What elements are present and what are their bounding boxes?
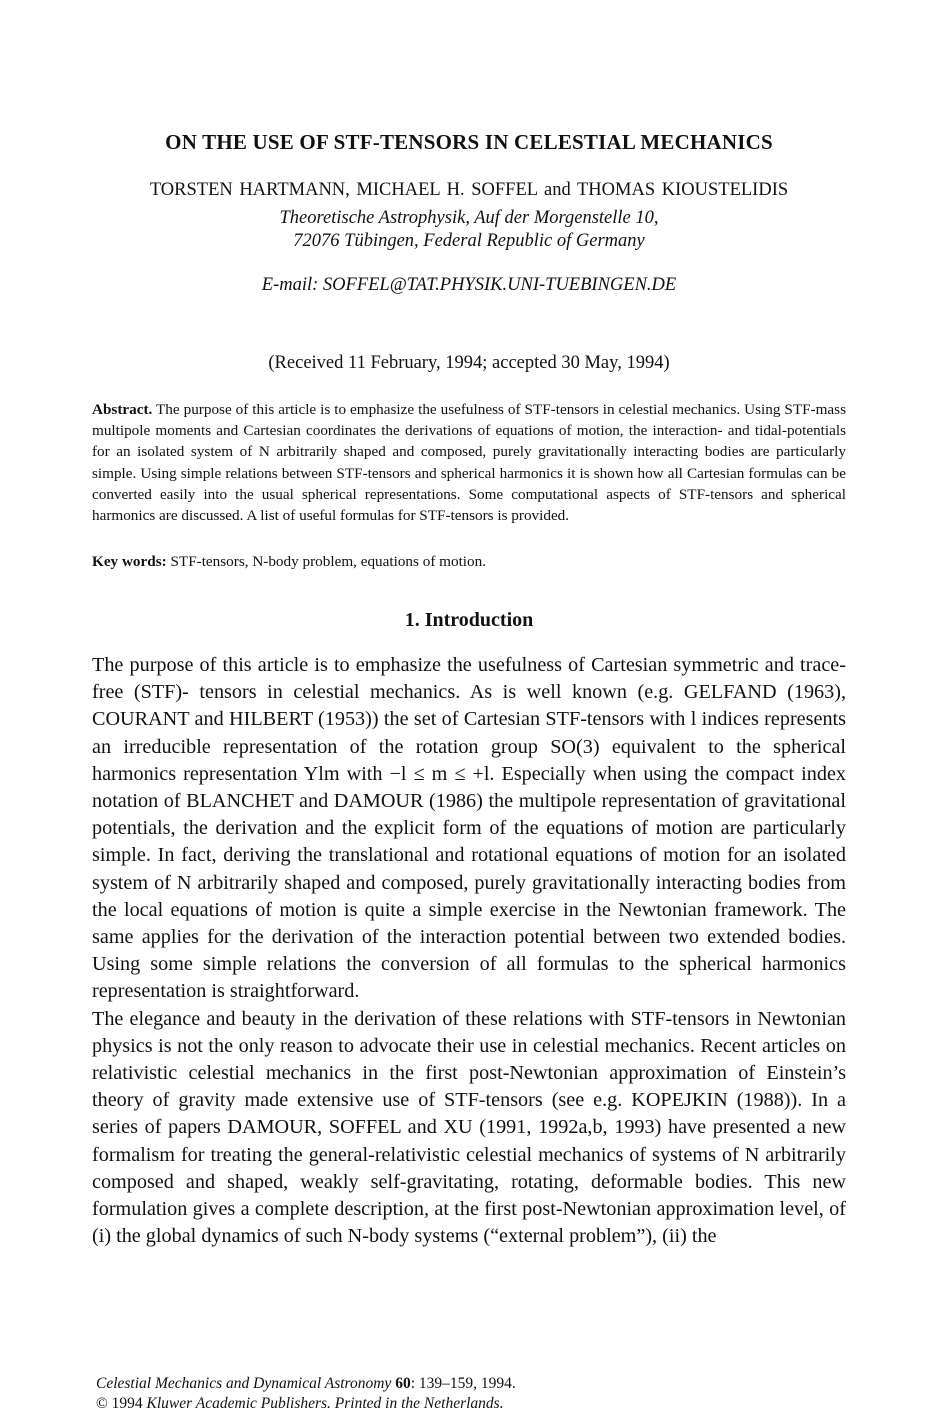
- keywords-label: Key words:: [92, 553, 167, 570]
- keywords: [92, 553, 846, 571]
- paper-page: [92, 0, 846, 1425]
- footer-volume: 60: [395, 1375, 411, 1392]
- footer-copyright-line: [96, 1394, 850, 1414]
- keywords-text: STF-tensors, N-body problem, equations of motion.: [170, 553, 487, 570]
- paragraph-2: The elegance and beauty in the derivation of these relations with STF-tensors in Newtonian physics is not the only reason to advocate their use in celestial mechanics. Recent articles on relativistic celestial mechanics in the first post-Newtonian approximation of Einstein’s theory of gravity made extensive use of STF-tensors (see e.g. KOPEJKIN (1988)). In a series of papers DAMOUR, SOFFEL and XU (1991, 1992a,b, 1993) have presented a new formalism for treating the general-relativistic celestial mechanics of systems of N arbitrarily composed and shaped, weakly self-gravitating, rotating, deformable bodies. This new formulation gives a complete description, at the first post-Newtonian approximation level, of (i) the global dynamics of such N-body systems (“external problem”), (ii) the: [92, 1007, 846, 1248]
- received-dates: (Received 11 February, 1994; accepted 30 May, 1994): [268, 353, 670, 373]
- abstract-text: The purpose of this article is to emphasize the usefulness of STF-tensors in celestial mechanics. Using STF-mass multipole moments and Cartesian coordinates the derivations of equations of motion, the interaction- and tidal-potentials for an isolated system of N arbitrarily shaped and composed, purely gravitationally interacting bodies are particularly simple. Using simple relations between STF-tensors and spherical harmonics it is shown how all Cartesian formulas can be converted easily into the usual spherical representations. Some computational aspects of STF-tensors and spherical harmonics are discussed. A list of useful formulas for STF-tensors is provided.: [92, 401, 846, 525]
- abstract: [92, 399, 846, 526]
- affiliation-line-2: 72076 Tübingen, Federal Republic of Germany: [293, 231, 645, 251]
- affiliation-line-1: Theoretische Astrophysik, Auf der Morgenstelle 10,: [279, 208, 659, 228]
- footer-citation-line: [96, 1374, 850, 1394]
- footer-publisher: Kluwer Academic Publishers. Printed in the Netherlands.: [146, 1395, 504, 1412]
- body-text: [92, 652, 846, 1250]
- paper-title: ON THE USE OF STF-TENSORS IN CELESTIAL MECHANICS: [165, 130, 773, 154]
- section-heading: 1. Introduction: [404, 609, 534, 631]
- author-list: TORSTEN HARTMANN, MICHAEL H. SOFFEL and THOMAS KIOUSTELIDIS: [149, 180, 789, 200]
- paragraph-1: The purpose of this article is to emphasize the usefulness of Cartesian symmetric and trace-free (STF)- tensors in celestial mechanics. As is well known (e.g. GELFAND (1963), COURANT and HILBERT (1953)) the set of Cartesian STF-tensors with l indices represents an irreducible representation of the rotation group SO(3) equivalent to the spherical harmonics representation Ylm with −l ≤ m ≤ +l. Especially when using the compact index notation of BLANCHET and DAMOUR (1986) the multipole representation of gravitational potentials, the derivation and the explicit form of the equations of motion are particularly simple. In fact, deriving the translational and rotational equations of motion for an isolated system of N arbitrarily shaped and composed, purely gravitationally interacting bodies from the local equations of motion is quite a simple exercise in the Newtonian framework. The same applies for the derivation of the interaction potential between two extended bodies. Using some simple relations the conversion of all formulas to the spherical harmonics representation is straightforward.: [92, 654, 846, 1003]
- abstract-label: Abstract.: [92, 401, 153, 418]
- author-email: E-mail: SOFFEL@TAT.PHYSIK.UNI-TUEBINGEN.DE: [261, 275, 677, 295]
- journal-footer: [96, 1374, 850, 1414]
- footer-copyright-year: © 1994: [96, 1395, 143, 1412]
- footer-pages: : 139–159, 1994.: [410, 1375, 516, 1392]
- footer-journal: Celestial Mechanics and Dynamical Astronomy: [96, 1375, 392, 1392]
